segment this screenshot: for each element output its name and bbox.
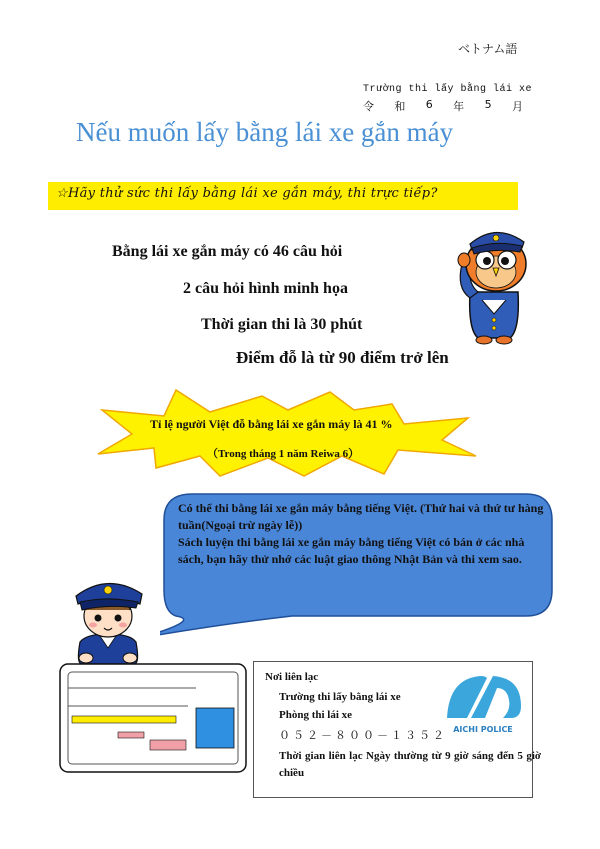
date-part: 5	[484, 98, 492, 111]
contact-label: Nơi liên lạc	[265, 671, 319, 683]
logo-text: AICHI POLICE	[453, 725, 513, 734]
pass-rate-note: （Trong tháng 1 năm Reiwa 6）	[207, 448, 360, 460]
contact-phone: ０５２－８００－１３５２	[279, 729, 447, 742]
bubble-message	[178, 500, 550, 568]
starburst-shape	[92, 384, 478, 480]
pass-rate-text: Tỉ lệ người Việt đỗ bằng lái xe gắn máy là 41 %	[150, 417, 393, 431]
date-part: 令	[363, 100, 374, 113]
information-board-icon	[58, 662, 248, 774]
fact-passing-score: Điểm đỗ là từ 90 điểm trở lên	[236, 348, 449, 367]
contact-department: Phòng thi lái xe	[279, 709, 353, 721]
date-part: 年	[453, 100, 465, 113]
fact-questions: Bằng lái xe gắn máy có 46 câu hỏi	[112, 243, 343, 260]
banner-text: ☆Hãy thử sức thi lấy bằng lái xe gắn máy, thi trực tiếp?	[56, 186, 438, 201]
page-title: Nếu muốn lấy bằng lái xe gắn máy	[76, 117, 454, 147]
header-date	[363, 98, 523, 114]
bubble-line-exam-language: Có thể thi bằng lái xe gắn máy bằng tiếng Việt. (Thứ hai và thứ tư hàng tuần(Ngoại trừ ngày lễ))	[178, 501, 544, 532]
language-label: ベトナム語	[458, 42, 518, 56]
fact-duration: Thời gian thi là 30 phút	[201, 316, 363, 333]
date-part: 和	[394, 100, 406, 113]
owl-mascot-icon	[452, 222, 536, 346]
contact-organization: Trường thi lấy bằng lái xe	[279, 691, 401, 703]
fact-illustrated: 2 câu hỏi hình minh họa	[183, 280, 348, 297]
aichi-police-logo-icon	[441, 670, 525, 736]
header-organization: Trường thi lấy bằng lái xe	[363, 84, 533, 95]
bubble-line-study-book: Sách luyện thi bằng lái xe gắn máy bằng tiếng Việt có bán ở các nhà sách, bạn hãy thử nhớ các luật giao thông Nhật Bản và thi xem sao.	[178, 535, 525, 566]
police-officer-icon	[60, 572, 156, 664]
date-part: 6	[425, 98, 433, 111]
date-part: 月	[511, 100, 523, 113]
contact-hours: Thời gian liên lạc Ngày thường từ 9 giờ sáng đến 5 giờ chiều	[279, 750, 541, 779]
